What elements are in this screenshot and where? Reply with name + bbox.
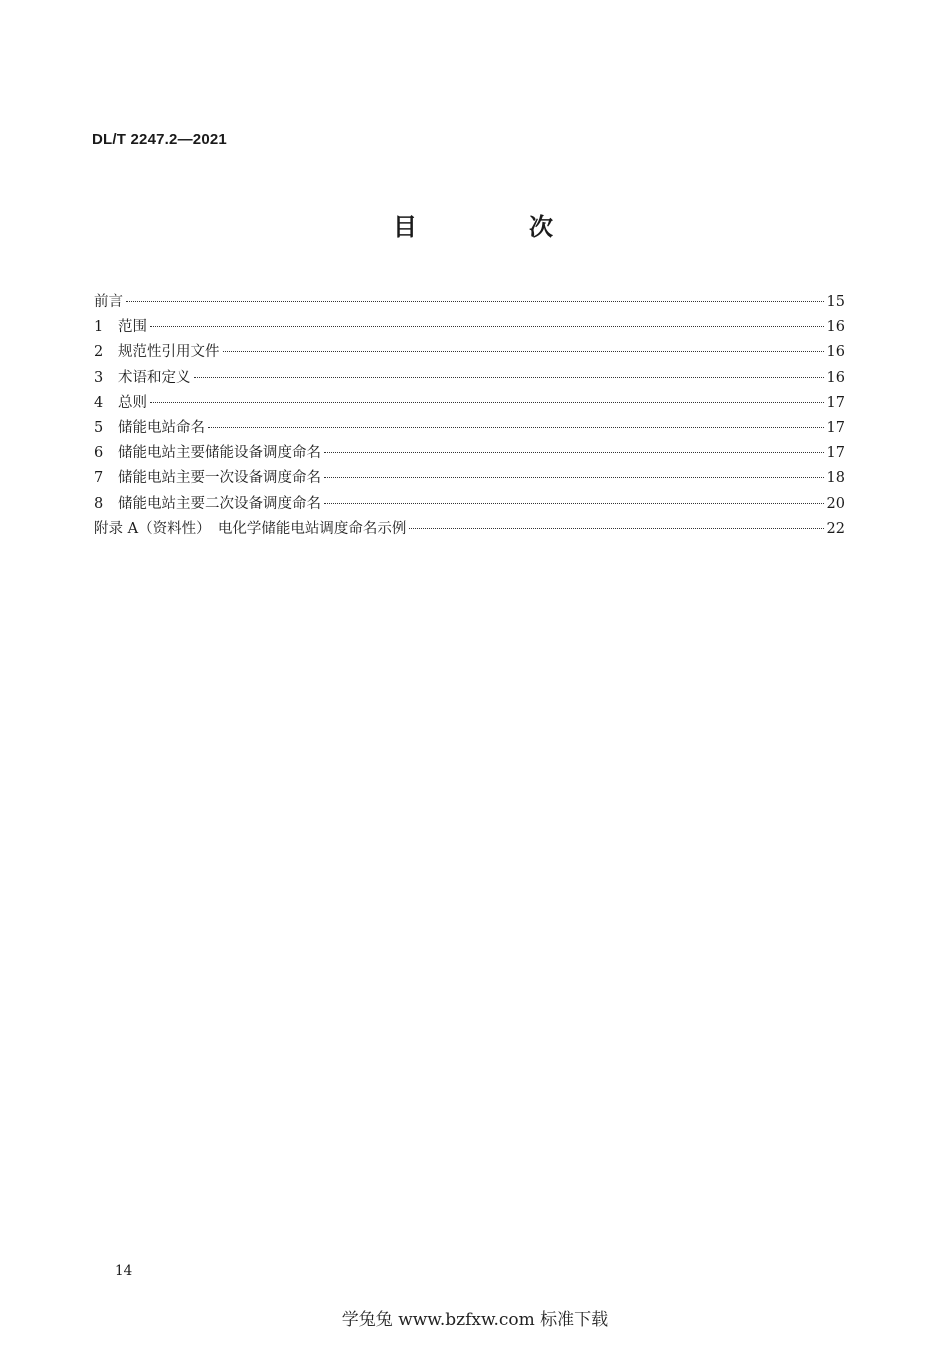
toc-entry-page: 20 [826,495,845,512]
toc-entry-number: 4 [94,394,104,411]
toc-entry-4[interactable] [94,391,845,416]
toc-entry-number: 1 [94,319,104,336]
toc-entry-page: 17 [826,419,845,436]
toc-entry-page: 16 [826,319,845,336]
toc-entry-number: 8 [94,495,104,512]
toc-entry-page: 17 [826,445,845,462]
toc-dot-leader [208,427,824,428]
toc-entry-label: 储能电站主要二次设备调度命名 [118,495,321,512]
toc-entry-page: 17 [826,394,845,411]
toc-dot-leader [409,528,823,529]
toc-entry-foreword[interactable] [94,290,845,315]
toc-entry-5[interactable] [94,416,845,441]
toc-entry-page: 15 [826,294,845,310]
toc-entry-label: 前言 [94,294,123,310]
toc-entry-2[interactable] [94,340,845,365]
toc-entry-number: 5 [94,419,104,436]
toc-entry-label: 范围 [118,319,147,336]
footer-watermark: 学兔兔 www.bzfxw.com 标准下载 [341,1310,609,1330]
toc-entry-label: 储能电站主要一次设备调度命名 [118,470,321,487]
toc-entry-number: 7 [94,470,104,487]
toc-entry-number: 2 [94,344,104,361]
toc-entry-number: 3 [94,369,104,386]
toc-entry-7[interactable] [94,466,845,491]
toc-entry-3[interactable] [94,366,845,391]
toc-dot-leader [126,301,824,302]
toc-dot-leader [150,402,824,403]
toc-entry-label: 术语和定义 [118,369,191,386]
toc-entry-label: 总则 [118,394,147,411]
toc-entry-page: 18 [826,470,845,487]
toc-dot-leader [324,477,824,478]
toc-entry-label: 规范性引用文件 [118,344,220,361]
table-of-contents [94,290,845,542]
toc-entry-8[interactable] [94,492,845,517]
toc-entry-label: 附录 A（资料性） 电化学储能电站调度命名示例 [94,520,407,537]
toc-entry-number: 6 [94,445,104,462]
toc-entry-label: 储能电站主要储能设备调度命名 [118,445,321,462]
toc-entry-page: 22 [826,520,845,537]
toc-dot-leader [150,326,824,327]
toc-entry-6[interactable] [94,441,845,466]
toc-dot-leader [194,377,824,378]
toc-entry-page: 16 [826,344,845,361]
page-number: 14 [115,1263,133,1279]
toc-title: 目 次 [393,213,597,241]
toc-entry-appendix-a[interactable] [94,517,845,542]
standard-code: DL/T 2247.2—2021 [92,131,227,148]
toc-dot-leader [324,503,824,504]
toc-dot-leader [223,351,824,352]
toc-dot-leader [324,452,824,453]
toc-entry-1[interactable] [94,315,845,340]
toc-entry-label: 储能电站命名 [118,419,205,436]
toc-entry-page: 16 [826,369,845,386]
